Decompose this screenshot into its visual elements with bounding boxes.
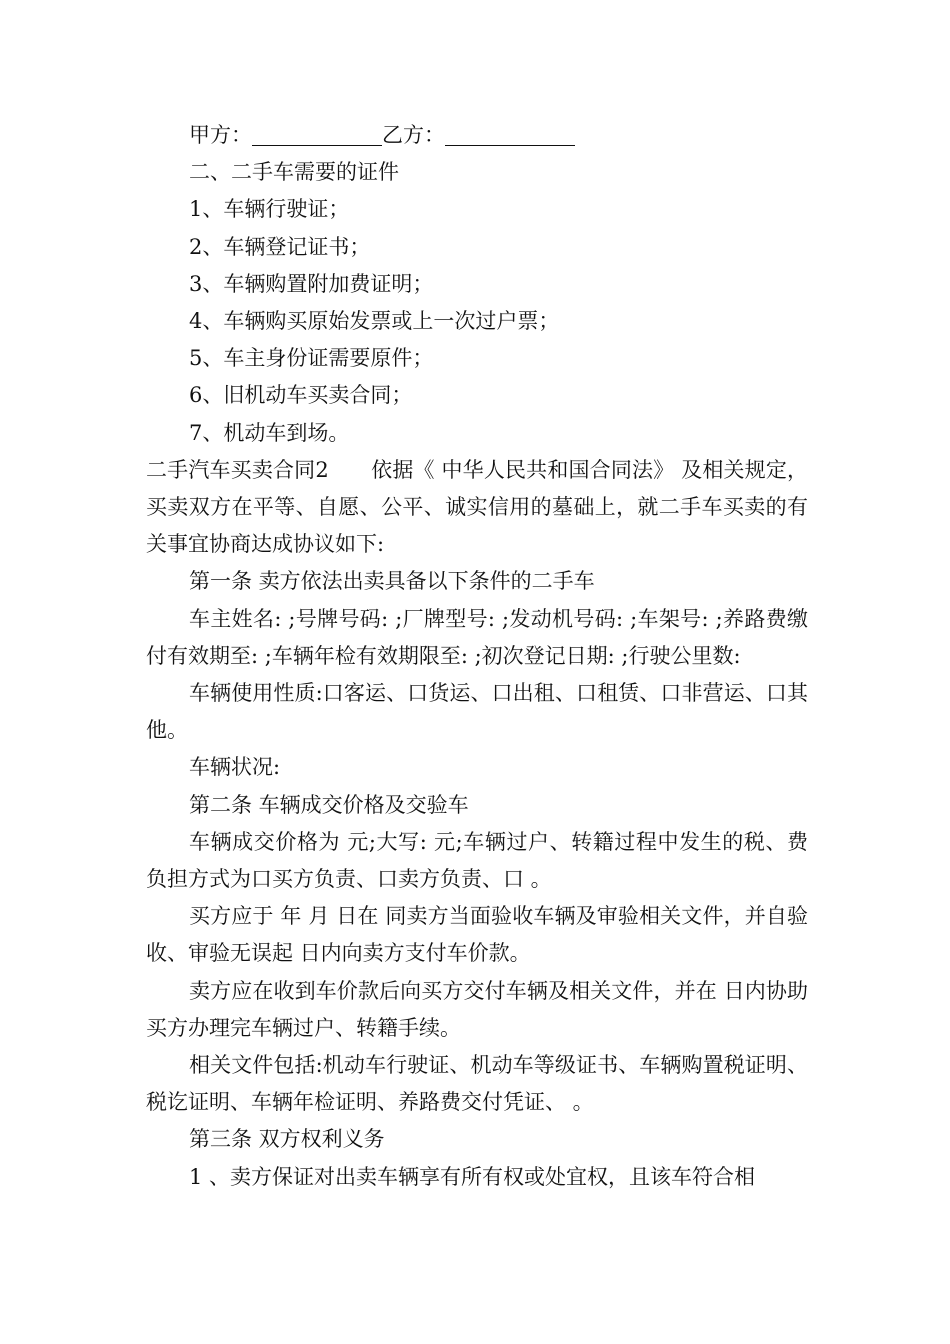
article-heading: 第一条 卖方依法出卖具备以下条件的二手车 [189, 569, 595, 594]
document-page [146, 117, 808, 1196]
party-b-blank [445, 123, 575, 146]
paragraph: 1 、卖方保证对出卖车辆享有所有权或处宜权，且该车符合相 [189, 1164, 756, 1189]
section-heading: 二、二手车需要的证件 [189, 160, 399, 185]
paragraph: 车主姓名: ;号牌号码: ;厂牌型号: ;发动机号码: ;车架号: ;养路费缴付有效期至: ;车辆年检有效期限至: ;初次登记日期: ;行驶公里数: [146, 606, 808, 668]
list-item: 3、车辆购置附加费证明； [189, 271, 434, 296]
article-heading: 第三条 双方权利义务 [189, 1127, 385, 1152]
party-a-blank [252, 123, 382, 146]
party-a-label: 甲方： [189, 123, 252, 147]
list-item: 5、车主身份证需要原件； [189, 346, 434, 371]
paragraph: 相关文件包括:机动车行驶证、机动车等级证书、车辆购置税证明、税讫证明、车辆年检证明、养路费交付凭证、 。 [146, 1052, 808, 1115]
signature-line [146, 117, 808, 154]
list-item: 1、车辆行驶证； [189, 197, 350, 222]
paragraph: 车辆使用性质:口客运、口货运、口出租、口租赁、口非营运、口其他。 [146, 680, 808, 743]
list-item: 2、车辆登记证书； [189, 234, 371, 259]
contract-intro: 二手汽车买卖合同2 依据《 中华人民共和国合同法》 及相关规定，买卖双方在平等、自愿、公平、诚实信用的墓础上，就二手车买卖的有关事宜协商达成协议如下: [146, 457, 808, 557]
paragraph: 卖方应在收到车价款后向买方交付车辆及相关文件，并在 日内协助买方办理完车辆过户、转籍手续。 [146, 978, 808, 1040]
party-b-label: 乙方： [382, 123, 445, 147]
list-item: 7、机动车到场。 [189, 420, 350, 445]
paragraph: 车辆状况: [189, 755, 281, 780]
paragraph: 车辆成交价格为 元;大写: 元;车辆过户、转籍过程中发生的税、费负担方式为口买方负责、口卖方负责、口 。 [146, 829, 808, 891]
list-item: 6、旧机动车买卖合同； [189, 383, 413, 408]
list-item: 4、车辆购买原始发票或上一次过户票； [189, 308, 560, 333]
paragraph: 买方应于 年 月 日在 同卖方当面验收车辆及审验相关文件，并自验收、审验无误起 日内向卖方支付车价款。 [146, 904, 808, 966]
article-heading: 第二条 车辆成交价格及交验车 [189, 792, 469, 817]
